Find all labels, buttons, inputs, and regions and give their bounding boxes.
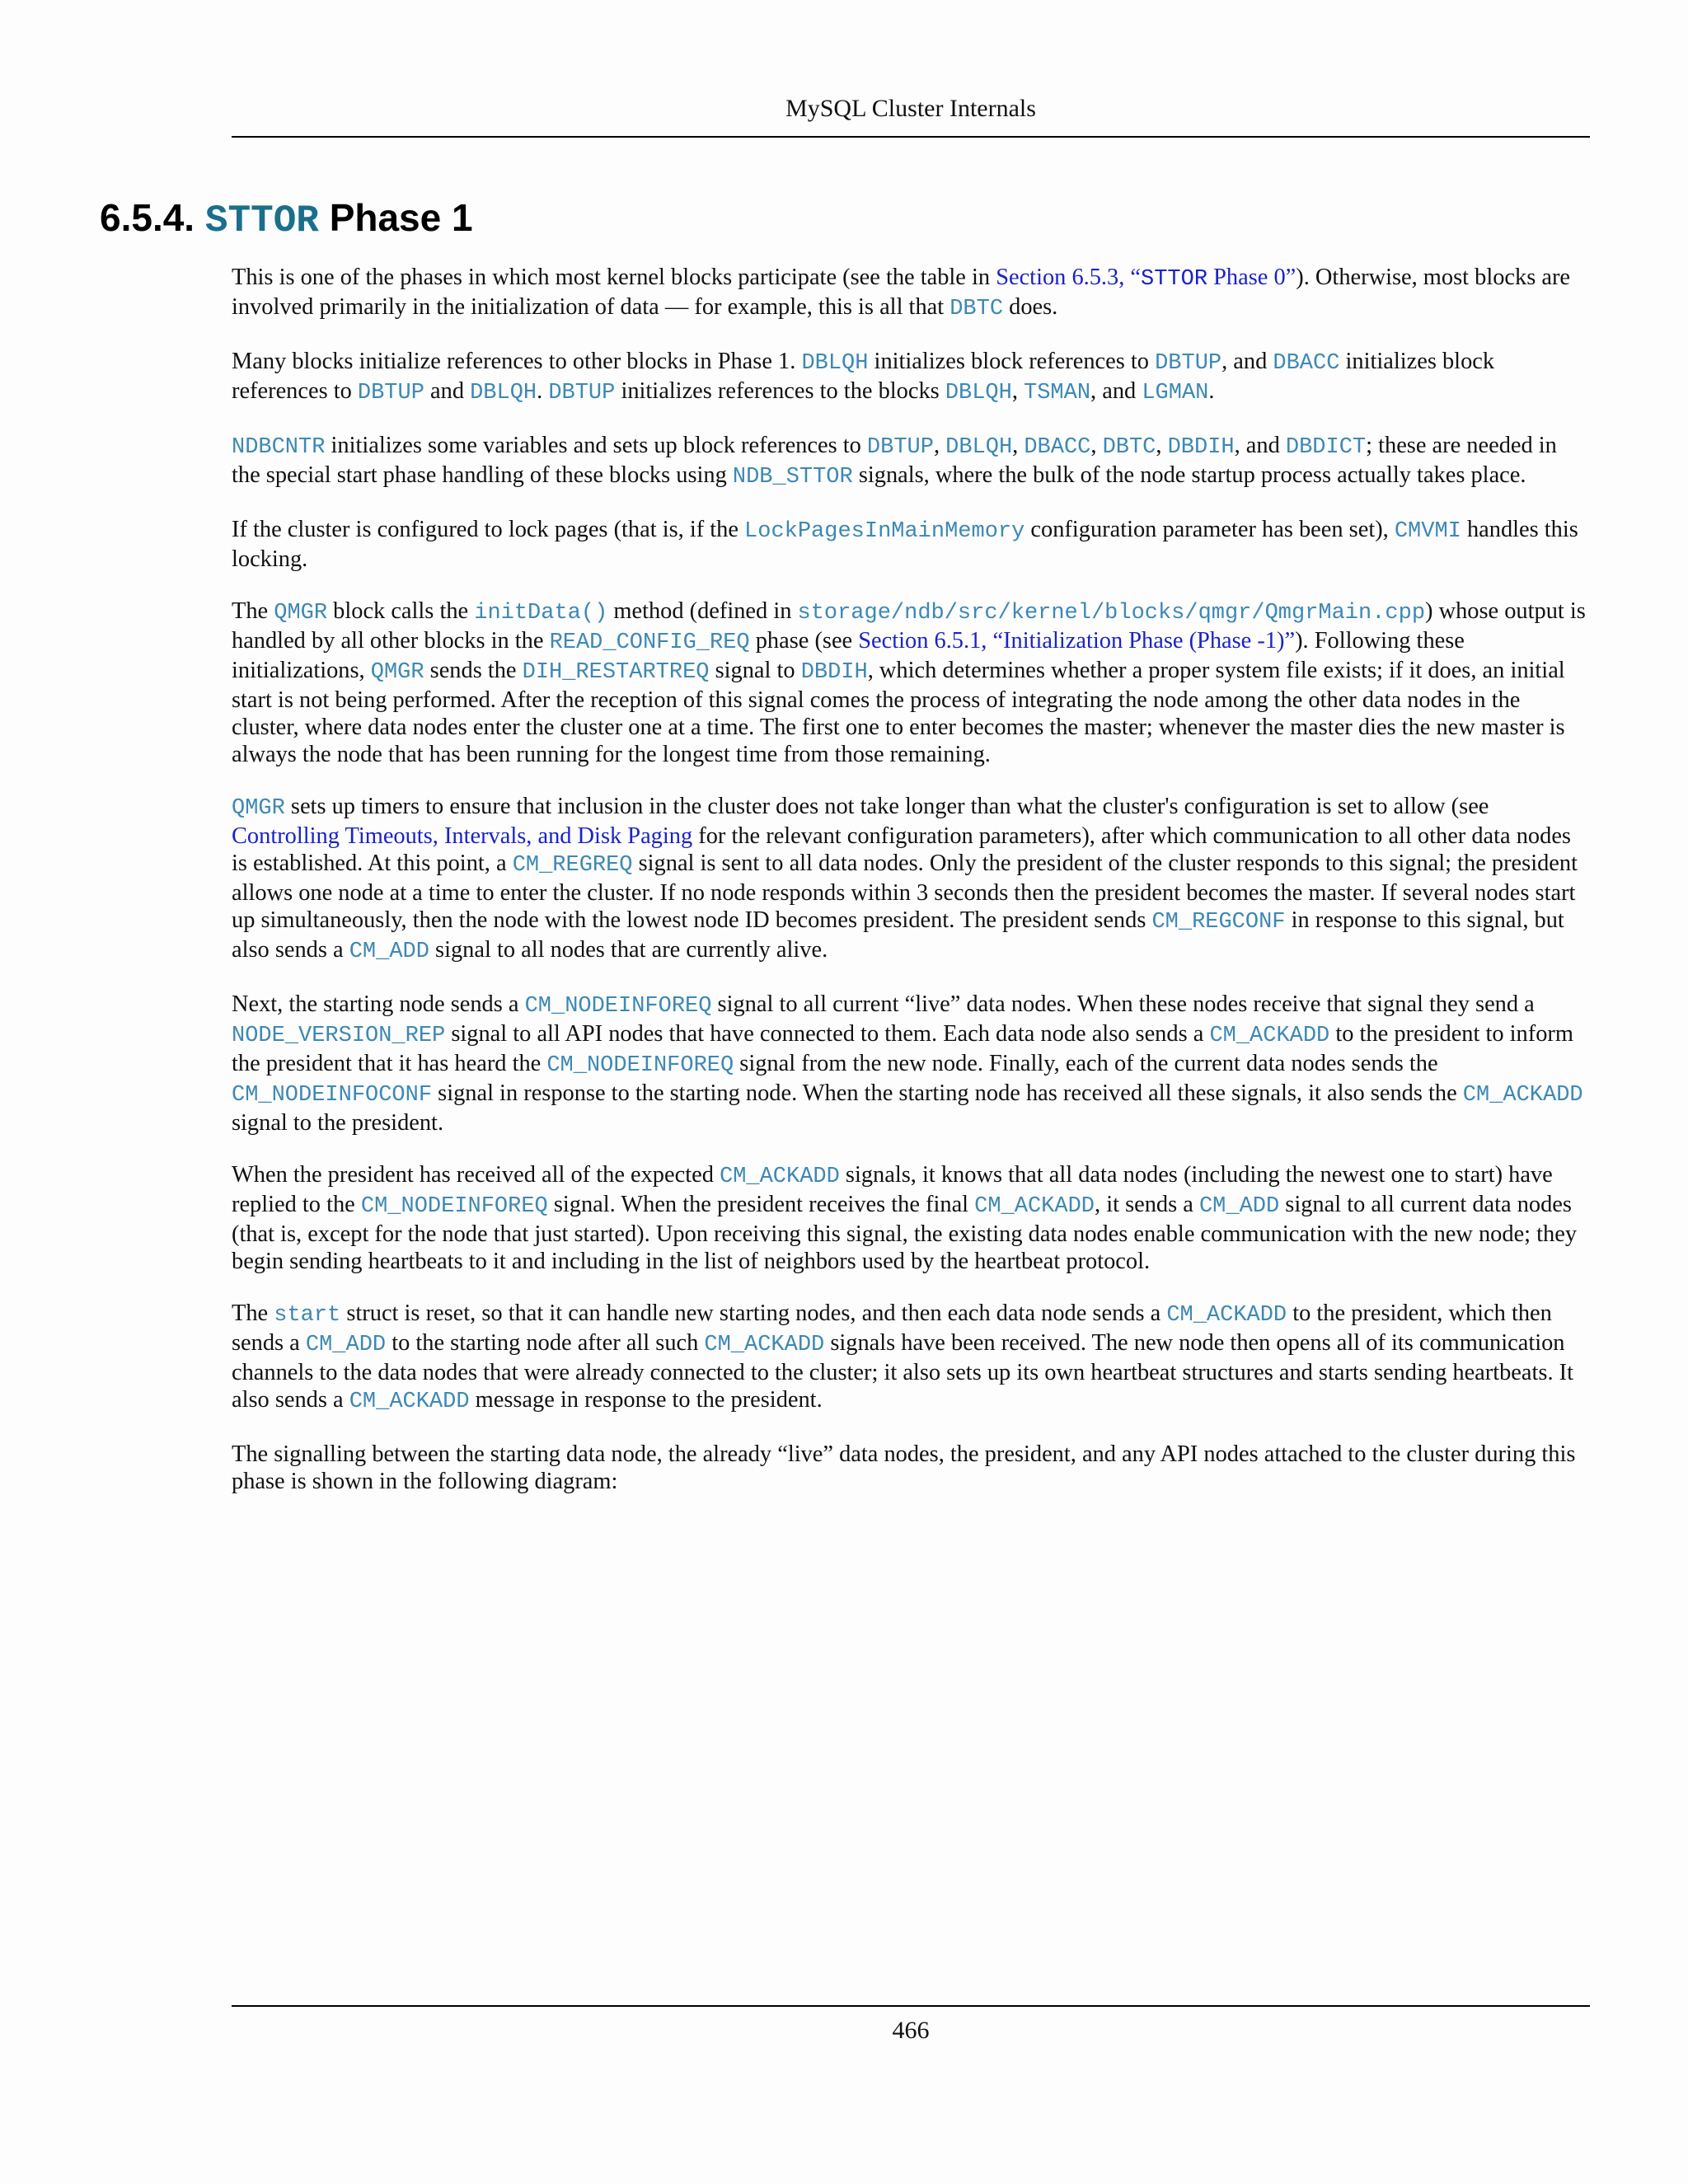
text-run: sets up timers to ensure that inclusion in the cluster does not take longer than what the cluster's configuration is set to allow (see — [284, 794, 1489, 819]
paragraph — [232, 432, 1590, 491]
cross-reference-link[interactable]: Section 6.5.1, “Initialization Phase (Phase -1)” — [858, 628, 1296, 654]
text-run: ) whose output is handled by all other blocks in the — [232, 598, 1586, 654]
text-run: to the starting node after all such — [386, 1330, 705, 1356]
code-term: DBTC — [1102, 435, 1156, 460]
paragraph — [232, 348, 1590, 407]
text-run: initializes references to the blocks — [615, 378, 945, 404]
text-run: in response to this signal, but also sends a — [232, 907, 1564, 963]
code-term: CM_ADD — [1198, 1194, 1280, 1219]
cross-reference-link-code[interactable]: STTOR — [1141, 267, 1208, 292]
text-run: signal to all nodes that are currently alive. — [429, 937, 828, 963]
code-term: CM_ACKADD — [1462, 1083, 1583, 1108]
section-title: Phase 1 — [329, 196, 473, 239]
text-run: . — [1208, 378, 1215, 404]
text-run: sends the — [424, 658, 523, 683]
text-run: Next, the starting node sends a — [232, 991, 525, 1017]
text-run: , it sends a — [1095, 1192, 1199, 1217]
code-term: storage/ndb/src/kernel/blocks/qmgr/QmgrMain.cpp — [797, 601, 1426, 626]
paragraph — [232, 793, 1590, 966]
running-header: MySQL Cluster Internals — [785, 95, 1036, 122]
code-term: DIH_RESTARTREQ — [522, 660, 710, 685]
code-term: LGMAN — [1142, 381, 1209, 405]
text-run: , — [1090, 433, 1103, 458]
text-run: initializes block references to — [868, 349, 1156, 374]
code-term: QMGR — [274, 601, 328, 626]
code-term: CM_NODEINFOREQ — [524, 994, 712, 1019]
code-term: NODE_VERSION_REP — [232, 1024, 446, 1048]
paragraph — [232, 1441, 1590, 1495]
code-term: CMVMI — [1394, 519, 1461, 544]
code-term: DBTUP — [357, 381, 424, 405]
text-run: , which determines whether a proper system file exists; if it does, an initial start is not being performed. After the reception of this signal comes the process of integrating the node among the other data nodes in the cluster, where data nodes enter the cluster one at a time. The first one to enter becomes the master; whenever the master dies the new master is always the node that has been running for the longest time from those remaining. — [232, 658, 1565, 767]
text-run: ; these are needed in the special start phase handling of these blocks using — [232, 433, 1557, 488]
section-heading — [100, 194, 473, 244]
code-term: CM_REGCONF — [1151, 910, 1286, 935]
text-run: does. — [1003, 294, 1058, 320]
code-term: CM_ACKADD — [704, 1333, 825, 1357]
code-term: NDBCNTR — [232, 435, 326, 460]
text-run: signals have been received. The new node then opens all of its communication channels to the data nodes that were already connected to the cluster; it also sets up its own heartbeat structures and starts sending heartbeats. It also sends a — [232, 1330, 1573, 1413]
section-number: 6.5.4. — [100, 196, 195, 239]
text-run: , — [1012, 433, 1025, 458]
code-term: DBACC — [1273, 351, 1340, 376]
paragraph — [232, 598, 1590, 768]
text-run: , — [933, 433, 946, 458]
code-term: NDB_STTOR — [732, 465, 853, 490]
text-run: The signalling between the starting data node, the already “live” data nodes, the president, and any API nodes attached to the cluster during this phase is shown in the following diagram: — [232, 1441, 1576, 1494]
cross-reference-link[interactable]: Section 6.5.3, “ — [996, 265, 1142, 290]
text-run: signal to all API nodes that have connected to them. Each data node also sends a — [445, 1021, 1210, 1047]
code-term: LockPagesInMainMemory — [744, 519, 1025, 544]
paragraph — [232, 516, 1590, 573]
footer-divider — [232, 2005, 1590, 2007]
text-run: , and — [1090, 378, 1142, 404]
text-run: ). Otherwise, most blocks are involved primarily in the initialization of data — for example, this is all that — [232, 265, 1570, 320]
code-term: CM_ACKADD — [1209, 1024, 1330, 1048]
text-run: signal is sent to all data nodes. Only the president of the cluster responds to this signal; the president allows one node at a time to enter the cluster. If no node responds within 3 seconds then the president becomes the master. If several nodes start up simultaneously, then the node with the lowest node ID becomes president. The president sends — [232, 851, 1578, 933]
code-term: DBTUP — [1155, 351, 1222, 376]
text-run: Many blocks initialize references to other blocks in Phase 1. — [232, 349, 802, 374]
text-run: signals, it knows that all data nodes (including the newest one to start) have replied to the — [232, 1162, 1553, 1217]
text-run: to the president to inform the president that it has heard the — [232, 1021, 1573, 1076]
cross-reference-link[interactable]: Controlling Timeouts, Intervals, and Disk Paging — [232, 823, 693, 849]
code-term: QMGR — [232, 796, 285, 821]
code-term: DBTUP — [866, 435, 934, 460]
text-run: method (defined in — [607, 598, 798, 624]
header-divider — [232, 136, 1590, 138]
code-term: CM_ACKADD — [1166, 1303, 1287, 1328]
text-run: The — [232, 1301, 274, 1326]
code-term: CM_NODEINFOCONF — [232, 1083, 433, 1108]
text-run: initializes some variables and sets up block references to — [325, 433, 867, 458]
text-run: , and — [1221, 349, 1273, 374]
text-run: and — [424, 378, 471, 404]
text-run: signal. When the president receives the final — [547, 1192, 975, 1217]
text-run: handles this locking. — [232, 517, 1578, 572]
paragraph — [232, 1300, 1590, 1416]
paragraph — [232, 991, 1590, 1137]
text-run: If the cluster is configured to lock pages (that is, if the — [232, 517, 745, 542]
code-term: CM_REGREQ — [512, 853, 633, 878]
text-run: The — [232, 598, 274, 624]
code-term: DBDIH — [1167, 435, 1235, 460]
code-term: CM_NODEINFOREQ — [360, 1194, 548, 1219]
text-run: signals, where the bulk of the node startup process actually takes place. — [852, 462, 1526, 488]
code-term: CM_ADD — [305, 1333, 387, 1357]
text-run: signal in response to the starting node. When the starting node has received all these signals, it also sends the — [432, 1080, 1463, 1106]
paragraph — [232, 1161, 1590, 1275]
code-term: DBTUP — [548, 381, 616, 405]
code-term: DBLQH — [945, 381, 1012, 405]
code-term: DBDICT — [1285, 435, 1367, 460]
code-term: DBLQH — [470, 381, 537, 405]
body-text — [232, 264, 1590, 1520]
cross-reference-link[interactable]: Phase 0” — [1207, 265, 1296, 290]
text-run: to the president, which then sends a — [232, 1301, 1552, 1356]
code-term: DBLQH — [945, 435, 1013, 460]
code-term: QMGR — [370, 660, 424, 685]
code-term: initData() — [474, 601, 608, 626]
text-run: This is one of the phases in which most kernel blocks participate (see the table in — [232, 265, 996, 290]
text-run: . — [537, 378, 549, 404]
code-term: CM_ACKADD — [349, 1390, 470, 1414]
code-term: CM_ADD — [349, 940, 429, 964]
text-run: When the president has received all of the expected — [232, 1162, 720, 1188]
text-run: phase (see — [749, 628, 859, 654]
text-run: signal to all current “live” data nodes. When these nodes receive that signal they send a — [711, 991, 1535, 1017]
text-run: for the relevant configuration parameters), after which communication to all other data nodes is established. At this point, a — [232, 823, 1571, 876]
paragraph — [232, 264, 1590, 323]
code-term: DBTC — [950, 297, 1004, 321]
text-run: ). Following these initializations, — [232, 628, 1465, 683]
code-term: TSMAN — [1024, 381, 1091, 405]
page-number: 466 — [892, 2017, 930, 2044]
code-term: READ_CONFIG_REQ — [549, 630, 750, 655]
code-term: DBACC — [1024, 435, 1091, 460]
code-term: CM_ACKADD — [974, 1194, 1095, 1219]
code-term: DBDIH — [800, 660, 868, 685]
text-run: , — [1156, 433, 1168, 458]
text-run: message in response to the president. — [469, 1387, 823, 1413]
code-term: DBLQH — [801, 351, 869, 376]
text-run: signal to all current data nodes (that is, except for the node that just started). Upon receiving this signal, the existing data nodes enable communication with the new node; they begin sending heartbeats to it and including in the list of neighbors used by the heartbeat protocol. — [232, 1192, 1578, 1274]
code-term: CM_ACKADD — [720, 1165, 840, 1189]
text-run: signal to the president. — [232, 1110, 444, 1136]
text-run: initializes block references to — [232, 349, 1495, 404]
section-code: STTOR — [204, 199, 319, 242]
text-run: , and — [1234, 433, 1286, 458]
text-run: , — [1011, 378, 1025, 404]
text-run: signal from the new node. Finally, each of the current data nodes sends the — [734, 1051, 1438, 1076]
text-run: block calls the — [327, 598, 475, 624]
code-term: CM_NODEINFOREQ — [546, 1053, 734, 1078]
text-run: configuration parameter has been set), — [1025, 517, 1395, 542]
text-run: signal to — [709, 658, 801, 683]
text-run: struct is reset, so that it can handle new starting nodes, and then each data node sends a — [340, 1301, 1167, 1326]
code-term: start — [274, 1303, 341, 1328]
